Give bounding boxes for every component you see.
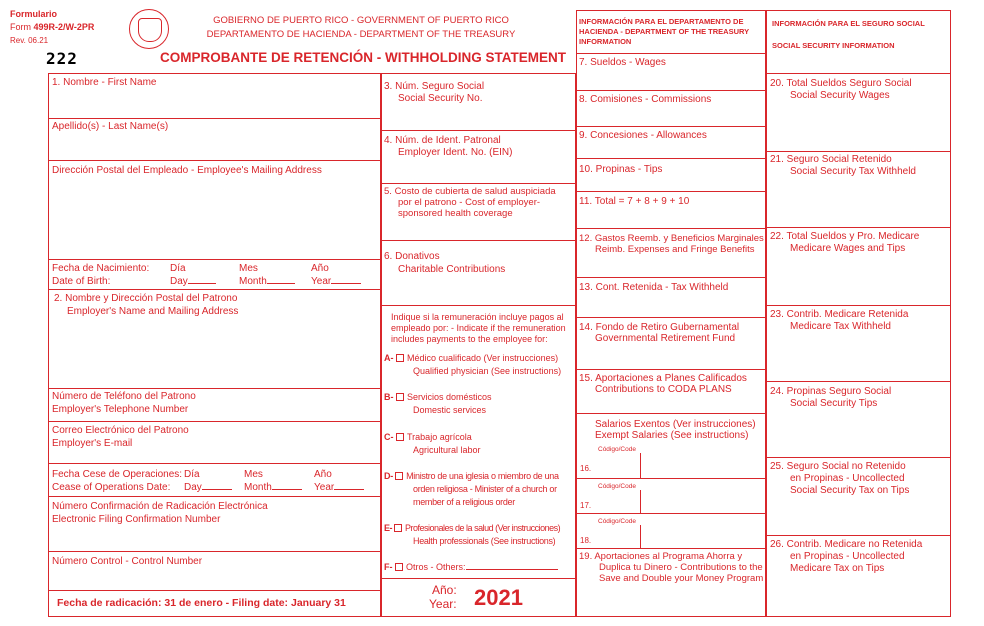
- employer-phone-label-en: Employer's Telephone Number: [52, 404, 189, 415]
- box26-label-1: 26. Contrib. Medicare no Retenida: [770, 539, 923, 550]
- box12-label-es: 12. Gastos Reemb. y Beneficios Marginales: [579, 233, 764, 244]
- cease-dia: Día: [184, 469, 200, 480]
- employer-phone-label-es: Número de Teléfono del Patrono: [52, 391, 196, 402]
- box14-label-en: Governmental Retirement Fund: [595, 333, 736, 344]
- hacienda-seal-icon: [129, 9, 169, 49]
- cease-day: Day: [184, 482, 232, 494]
- year-label: Year:: [429, 597, 457, 611]
- box15-label-es: 15. Aportaciones a Planes Calificados: [579, 373, 747, 384]
- box19-label-3: Save and Double your Money Program: [599, 573, 764, 584]
- cease-label-en: Cease of Operations Date:: [52, 482, 171, 493]
- ein-label-en: Employer Ident. No. (EIN): [398, 147, 513, 158]
- cease-month: Month: [244, 482, 302, 494]
- donations-label-es: 6. Donativos: [384, 251, 440, 262]
- employee-address-label: Dirección Postal del Empleado - Employee's Mailing Address: [52, 165, 322, 176]
- efile-label-es: Número Confirmación de Radicación Electrónica: [52, 501, 268, 512]
- option-d-en-2: member of a religious order: [413, 497, 515, 507]
- box21-label-en: Social Security Tax Withheld: [790, 166, 916, 177]
- cease-anio: Año: [314, 469, 332, 480]
- employer-email-label-es: Correo Electrónico del Patrono: [52, 425, 189, 436]
- box22-label-es: 22. Total Sueldos y Pro. Medicare: [770, 231, 920, 242]
- box26-label-2: en Propinas - Uncollected: [790, 551, 905, 562]
- box25-label-2: en Propinas - Uncollected: [790, 473, 905, 484]
- cease-label-es: Fecha Cese de Operaciones:: [52, 469, 183, 480]
- box21-label-es: 21. Seguro Social Retenido: [770, 154, 892, 165]
- employer-name-label-en: Employer's Name and Mailing Address: [67, 306, 239, 317]
- indicate-label-2: empleado por: - Indicate if the remuneration: [391, 323, 566, 333]
- option-b-en: Domestic services: [413, 405, 487, 415]
- dob-month: Month: [239, 276, 295, 288]
- option-d-checkbox[interactable]: [395, 472, 403, 480]
- employer-name-label-es: 2. Nombre y Dirección Postal del Patrono: [54, 293, 238, 304]
- box11-label: 11. Total = 7 + 8 + 9 + 10: [579, 196, 690, 207]
- code-222: 222: [46, 49, 78, 68]
- box14-label-es: 14. Fondo de Retiro Gubernamental: [579, 322, 740, 333]
- health-label-1: 5. Costo de cubierta de salud auspiciada: [384, 186, 556, 197]
- box24-label-en: Social Security Tips: [790, 398, 878, 409]
- option-f: F- Otros - Others:: [384, 562, 558, 573]
- option-c-checkbox[interactable]: [396, 433, 404, 441]
- dob-anio: Año: [311, 263, 329, 274]
- anio-label: Año:: [432, 583, 457, 597]
- box17-label: 17.: [580, 501, 592, 510]
- dept-line: DEPARTAMENTO DE HACIENDA - DEPARTMENT OF THE TREASURY: [206, 29, 516, 40]
- box25-label-1: 25. Seguro Social no Retenido: [770, 461, 906, 472]
- efile-label-en: Electronic Filing Confirmation Number: [52, 514, 221, 525]
- option-c: C- Trabajo agrícola: [384, 432, 472, 442]
- formulario-label: Formulario: [10, 9, 58, 19]
- first-name-label: 1. Nombre - First Name: [52, 77, 157, 88]
- option-b-checkbox[interactable]: [396, 393, 404, 401]
- cease-mes: Mes: [244, 469, 263, 480]
- exempt-label-en: Exempt Salaries (See instructions): [595, 430, 749, 441]
- code-label-18: Código/Code: [598, 518, 636, 525]
- box23-label-en: Medicare Tax Withheld: [790, 321, 891, 332]
- ssa-header-2: SOCIAL SECURITY INFORMATION: [772, 41, 895, 50]
- cease-year: Year: [314, 482, 364, 494]
- box19-label-2: Duplica tu Dinero - Contributions to the: [599, 562, 763, 573]
- indicate-label-3: includes payments to the employee for:: [391, 334, 548, 344]
- box7-label: 7. Sueldos - Wages: [579, 57, 666, 68]
- exempt-label-es: Salarios Exentos (Ver instrucciones): [595, 419, 756, 430]
- box9-label: 9. Concesiones - Allowances: [579, 130, 707, 141]
- box13-label: 13. Cont. Retenida - Tax Withheld: [579, 282, 729, 293]
- option-b: B- Servicios domésticos: [384, 392, 492, 402]
- option-e-checkbox[interactable]: [394, 524, 402, 532]
- box20-label-en: Social Security Wages: [790, 90, 890, 101]
- code-label-16: Código/Code: [598, 446, 636, 453]
- dob-label-es: Fecha de Nacimiento:: [52, 263, 150, 274]
- treasury-header-1: INFORMACIÓN PARA EL DEPARTAMENTO DE: [579, 17, 744, 26]
- box8-label: 8. Comisiones - Commissions: [579, 94, 712, 105]
- gov-line: GOBIERNO DE PUERTO RICO - GOVERNMENT OF PUERTO RICO: [213, 15, 509, 26]
- box23-label-es: 23. Contrib. Medicare Retenida: [770, 309, 909, 320]
- box10-label: 10. Propinas - Tips: [579, 164, 663, 175]
- form-title: COMPROBANTE DE RETENCIÓN - WITHHOLDING STATEMENT: [160, 50, 566, 65]
- dob-dia: Día: [170, 263, 186, 274]
- indicate-label-1: Indique si la remuneración incluye pagos al: [391, 312, 564, 322]
- option-e: E- Profesionales de la salud (Ver instrucciones): [384, 523, 561, 533]
- health-label-2: por el patrono - Cost of employer-: [398, 197, 541, 208]
- ssn-label-es: 3. Núm. Seguro Social: [384, 81, 485, 92]
- treasury-header-2: HACIENDA - DEPARTMENT OF THE TREASURY: [579, 27, 750, 36]
- control-number-label: Número Control - Control Number: [52, 556, 203, 567]
- revision-label: Rev. 06.21: [10, 36, 49, 45]
- box24-label-es: 24. Propinas Seguro Social: [770, 386, 892, 397]
- filing-date: Fecha de radicación: 31 de enero - Filing date: January 31: [57, 597, 346, 609]
- employee-employer-section: [48, 73, 381, 617]
- treasury-header-3: INFORMATION: [579, 37, 632, 46]
- donations-label-en: Charitable Contributions: [398, 264, 506, 275]
- form-number: [10, 22, 94, 34]
- box19-label-1: 19. Aportaciones al Programa Ahorra y: [579, 551, 743, 562]
- option-a: A- Médico cualificado (Ver instrucciones): [384, 353, 559, 363]
- option-c-en: Agricultural labor: [413, 445, 481, 455]
- box26-label-3: Medicare Tax on Tips: [790, 563, 885, 574]
- ssn-label-en: Social Security No.: [398, 93, 483, 104]
- ssa-header-1: INFORMACIÓN PARA EL SEGURO SOCIAL: [772, 19, 925, 28]
- box16-label: 16.: [580, 464, 592, 473]
- form-number-value: 499R-2/W-2PR: [33, 22, 95, 32]
- box12-label-en: Reimb. Expenses and Fringe Benefits: [595, 244, 755, 255]
- option-a-en: Qualified physician (See instructions): [413, 366, 562, 376]
- health-label-3: sponsored health coverage: [398, 208, 513, 219]
- dob-label-en: Date of Birth:: [52, 276, 111, 287]
- tax-year: 2021: [474, 585, 523, 610]
- box20-label-es: 20. Total Sueldos Seguro Social: [770, 78, 912, 89]
- box22-label-en: Medicare Wages and Tips: [790, 243, 906, 254]
- form-prefix: Form: [10, 22, 34, 32]
- option-f-checkbox[interactable]: [395, 563, 403, 571]
- option-d-en-1: orden religiosa - Minister of a church or: [413, 484, 557, 494]
- dob-mes: Mes: [239, 263, 258, 274]
- box25-label-3: Social Security Tax on Tips: [790, 485, 910, 496]
- dob-year: Year: [311, 276, 361, 288]
- option-d: D- Ministro de una iglesia o miembro de una: [384, 471, 559, 481]
- last-name-label: Apellido(s) - Last Name(s): [52, 121, 169, 132]
- option-a-checkbox[interactable]: [396, 354, 404, 362]
- code-label-17: Código/Code: [598, 483, 636, 490]
- dob-day: Day: [170, 276, 216, 288]
- option-e-en: Health professionals (See instructions): [413, 536, 556, 546]
- employer-email-label-en: Employer's E-mail: [52, 438, 133, 449]
- ein-label-es: 4. Núm. de Ident. Patronal: [384, 135, 501, 146]
- box18-label: 18.: [580, 536, 592, 545]
- box15-label-en: Contributions to CODA PLANS: [595, 384, 732, 395]
